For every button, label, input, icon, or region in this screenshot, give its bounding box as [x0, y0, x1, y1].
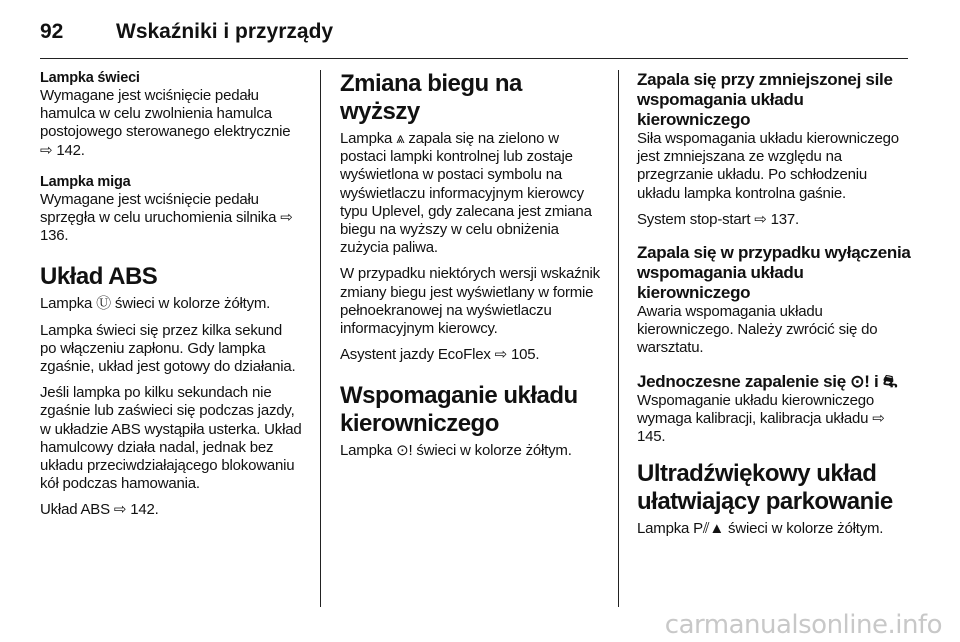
paragraph: Wymagane jest wciśnięcie pedału sprzęgła w celu uruchomienia silnika ⇨ 136.	[40, 190, 293, 245]
page-number: 92	[40, 20, 64, 43]
paragraph: Jeśli lampka po kilku sekundach nie zgaśnie lub zaświeci się podczas jazdy, w układzie ABS wystąpiła usterka. Układ hamulcowy działa nadal, jednak bez układu przeciwdziałającego blokowaniu kół podczas hamowania.	[40, 384, 302, 493]
chapter-title: Wskaźniki i przyrządy	[116, 20, 334, 43]
column-1	[40, 70, 302, 528]
paragraph: Lampka ⩓ zapala się na zielono w postaci lampki kontrolnej lub zostaje wyświetlona w postaci symbolu na wyświetlaczu informacyjnym kierowcy typu Uplevel, gdy zalecana jest zmiana biegu na wyższy w celu obniżenia zużycia paliwa.	[340, 130, 592, 257]
watermark: carmanualsonline.info	[664, 610, 942, 640]
column-divider	[618, 70, 619, 607]
paragraph: System stop-start ⇨ 137.	[637, 210, 799, 228]
paragraph: Układ ABS ⇨ 142.	[40, 501, 159, 519]
paragraph: Lampka P⫽▲ świeci w kolorze żółtym.	[637, 520, 884, 538]
paragraph: Siła wspomagania układu kierowniczego jest zmniejszana ze względu na przegrzanie układu. Po schłodzeniu układu lampka kontrolna gaśnie.	[637, 130, 899, 202]
column-3	[637, 70, 912, 546]
subheading: Lampka miga	[40, 173, 131, 190]
paragraph: Wymagane jest wciśnięcie pedału hamulca w celu zwolnienia hamulca postojowego sterowanego elektrycznie ⇨ 142.	[40, 87, 291, 159]
paragraph: W przypadku niektórych wersji wskaźnik zmiany biegu jest wyświetlany w formie pełnoekranowej na wyświetlaczu informacyjnym kierowcy.	[340, 265, 600, 338]
paragraph: Awaria wspomagania układu kierowniczego. Należy zwrócić się do warsztatu.	[637, 303, 878, 357]
paragraph: Lampka Ⓤ świeci w kolorze żółtym.	[40, 295, 271, 313]
section-heading: Zmiana biegu na wyższy	[340, 70, 522, 125]
column-divider	[320, 70, 321, 607]
paragraph: Lampka świeci się przez kilka sekund po włączeniu zapłonu. Gdy lampka zgaśnie, układ jest gotowy do działania.	[40, 321, 296, 376]
section-heading: Wspomaganie układu kierowniczego	[340, 382, 578, 438]
column-2	[340, 70, 602, 469]
paragraph: Wspomaganie układu kierowniczego wymaga kalibracji, kalibracja układu ⇨ 145.	[637, 391, 885, 446]
header-rule	[40, 58, 908, 59]
subheading: Jednoczesne zapalenie się ⊙! i ⛐	[637, 371, 898, 391]
paragraph: Asystent jazdy EcoFlex ⇨ 105.	[340, 346, 540, 364]
subheading: Lampka świeci	[40, 70, 140, 86]
subheading: Zapala się przy zmniejszonej sile wspomagania układu kierowniczego	[637, 70, 893, 129]
section-heading: Ultradźwiękowy układ ułatwiający parkowanie	[637, 460, 893, 516]
page-header	[40, 14, 920, 50]
section-heading: Układ ABS	[40, 263, 158, 291]
paragraph: Lampka ⊙! świeci w kolorze żółtym.	[340, 442, 572, 460]
subheading: Zapala się w przypadku wyłączenia wspomagania układu kierowniczego	[637, 243, 911, 303]
